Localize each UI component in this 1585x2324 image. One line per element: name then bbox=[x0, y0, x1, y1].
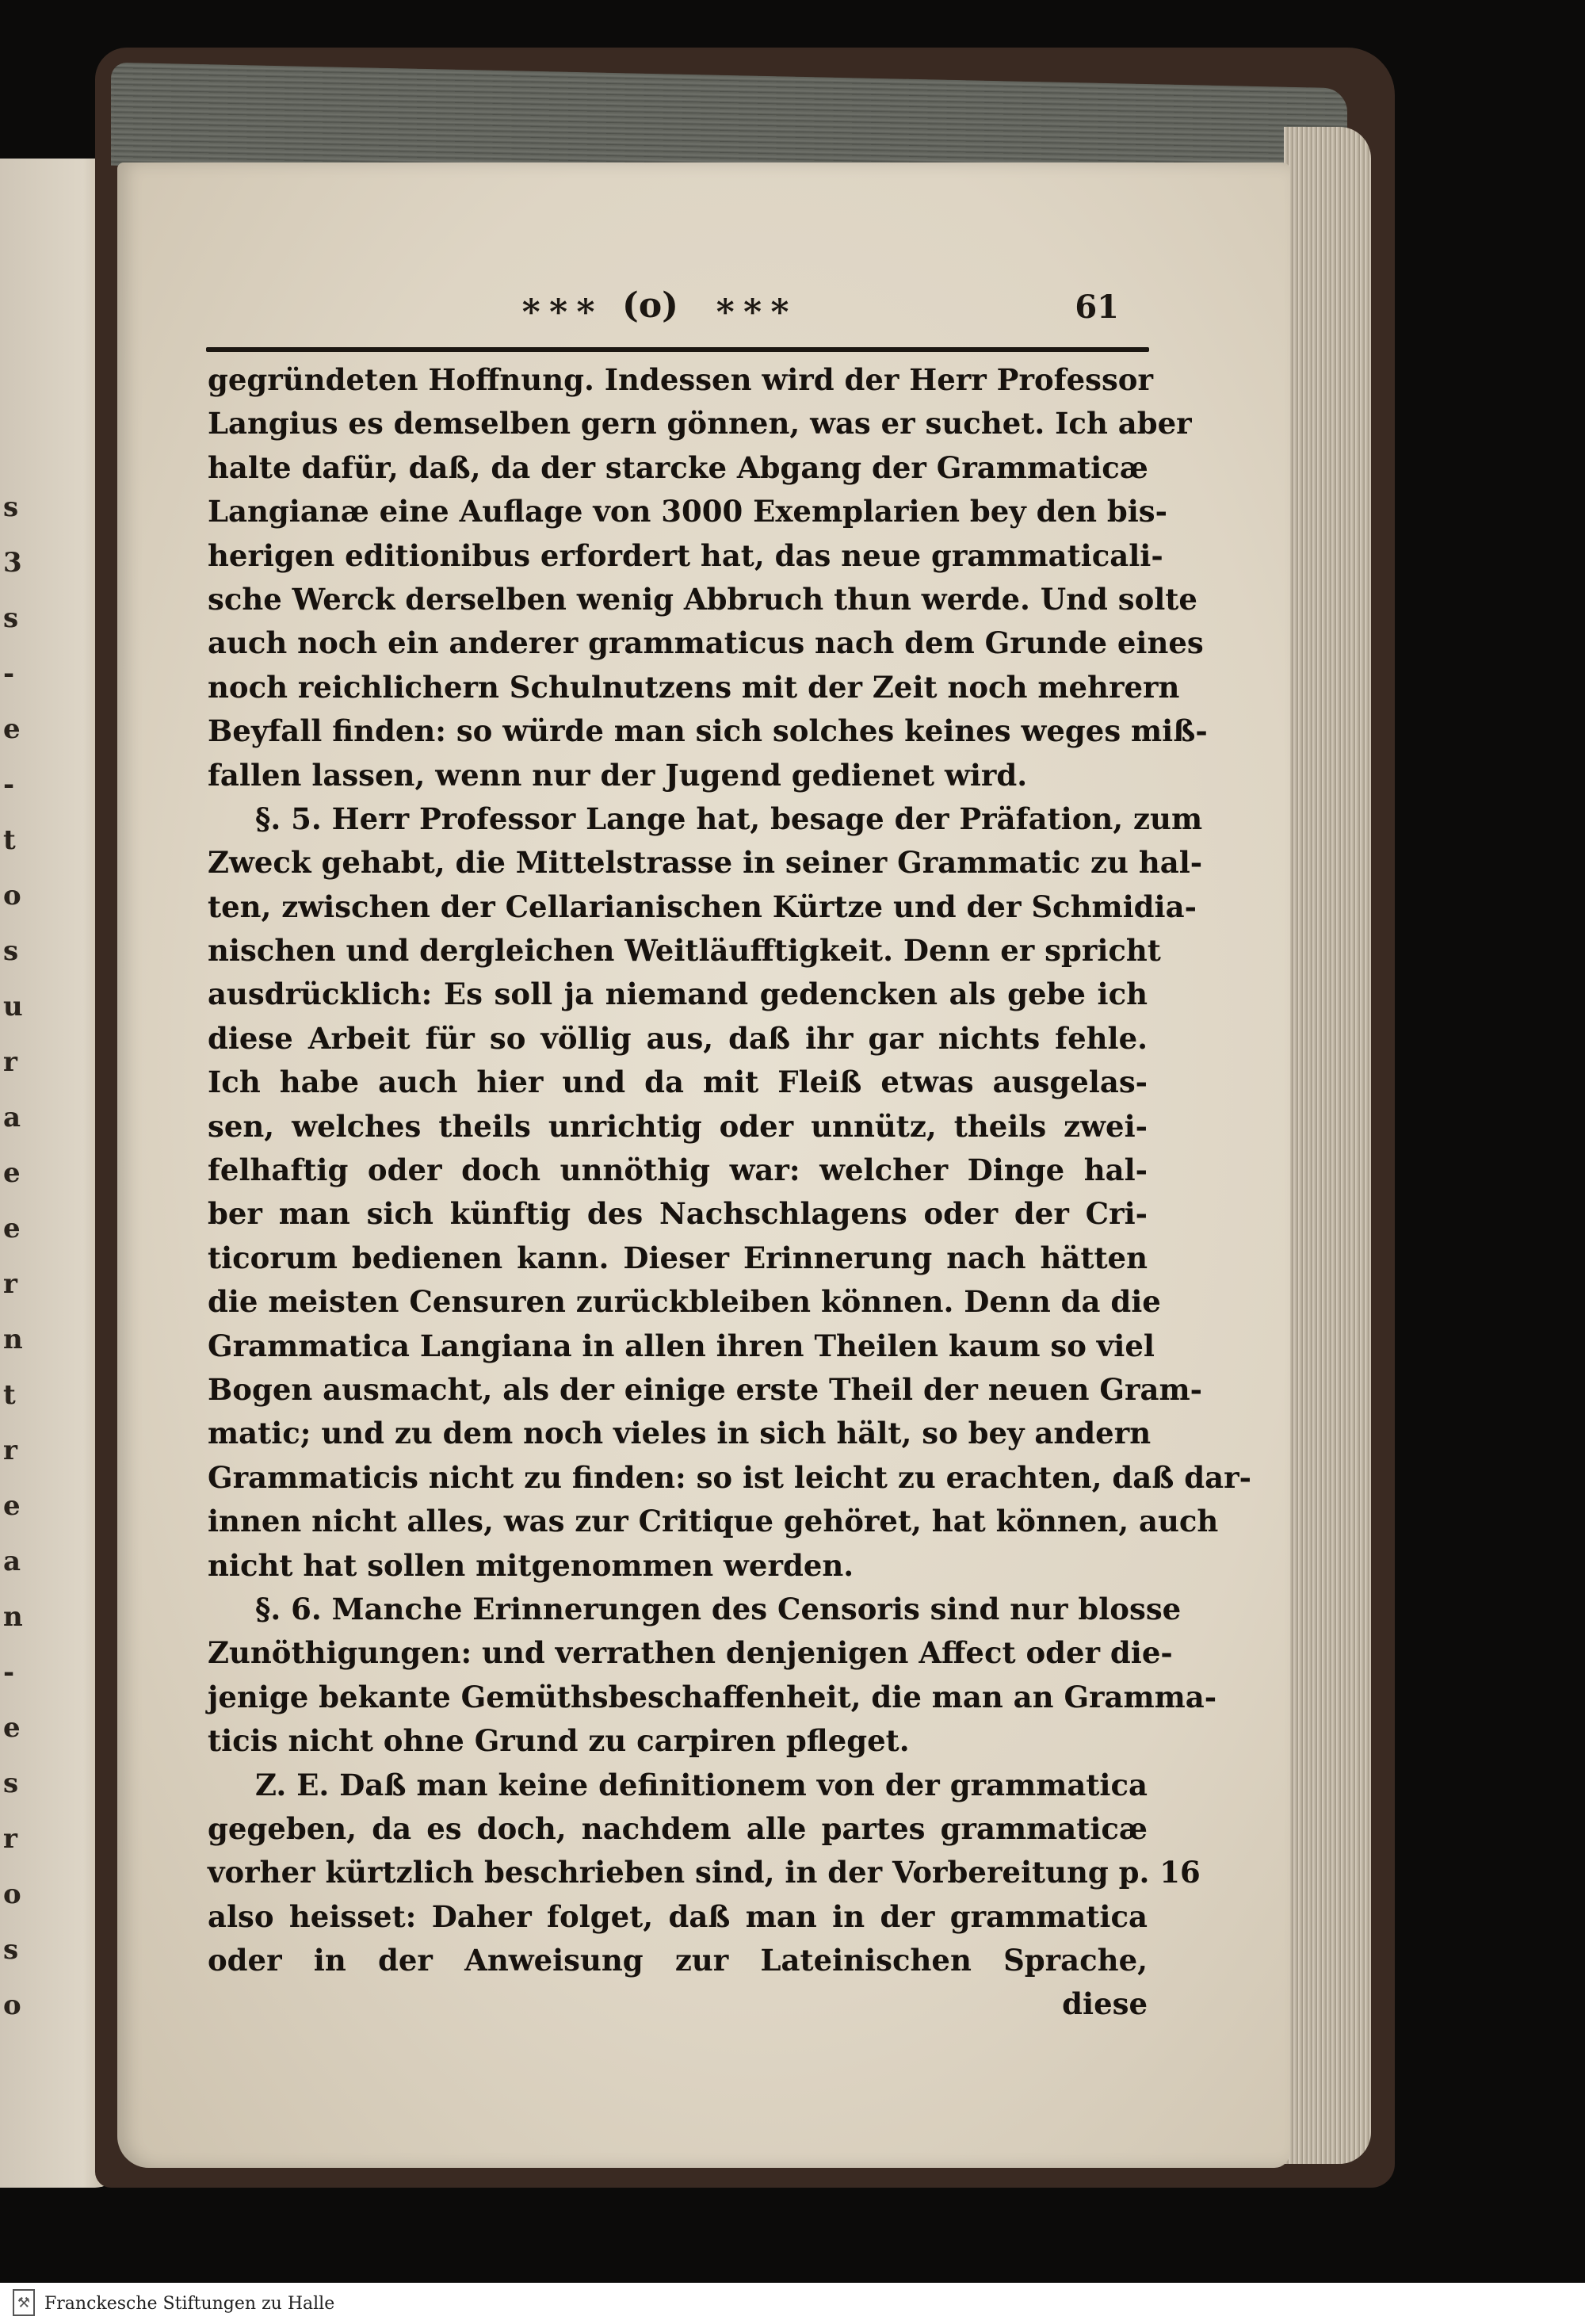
text-line: nicht hat sollen mitgenommen werden. bbox=[208, 1547, 854, 1583]
left-page-letter: n bbox=[3, 1601, 23, 1633]
header-ornament-right: ∗∗∗ bbox=[713, 285, 796, 326]
text-line: sen, welches theils unrichtig oder unnütz, theils zwei- bbox=[208, 1108, 1148, 1144]
footer-bar bbox=[0, 2283, 1585, 2324]
text-line: ausdrücklich: Es soll ja niemand gedencken als gebe ich bbox=[208, 977, 1148, 1012]
left-page-letter: s bbox=[3, 491, 19, 523]
text-line: halte dafür, daß, da der starcke Abgang der Grammaticæ bbox=[208, 449, 1148, 485]
left-page-letter: s bbox=[3, 602, 19, 634]
left-page-letter: r bbox=[3, 1435, 17, 1466]
left-page-letter: o bbox=[3, 1990, 21, 2021]
text-line: Langianæ eine Auflage von 3000 Exemplarien bey den bis- bbox=[208, 494, 1167, 529]
text-line: vorher kürtzlich beschrieben sind, in der Vorbereitung p. 16 bbox=[208, 1855, 1201, 1890]
text-line: Bogen ausmacht, als der einige erste Theil der neuen Gram- bbox=[208, 1371, 1203, 1407]
text-line: Grammatica Langiana in allen ihren Theilen kaum so viel bbox=[208, 1328, 1155, 1363]
text-line: innen nicht alles, was zur Critique gehöret, hat können, auch bbox=[208, 1504, 1219, 1539]
text-line: §. 5. Herr Professor Lange hat, besage der Präfation, zum bbox=[255, 801, 1203, 836]
footer-credit: Franckesche Stiftungen zu Halle bbox=[44, 2294, 335, 2314]
text-line: diese Arbeit für so völlig aus, daß ihr gar nichts fehle. bbox=[208, 1020, 1148, 1056]
text-line: herigen editionibus erfordert hat, das neue grammaticali- bbox=[208, 537, 1163, 573]
left-page-letter: o bbox=[3, 880, 21, 912]
text-line: also heisset: Daher folget, daß man in der grammatica bbox=[208, 1898, 1148, 1934]
left-page-letter: e bbox=[3, 1213, 21, 1244]
header-rule bbox=[206, 347, 1149, 352]
text-line: Beyfall finden: so würde man sich solches keines weges miß- bbox=[208, 713, 1208, 749]
left-page-letter: e bbox=[3, 1490, 21, 1522]
text-line: fallen lassen, wenn nur der Jugend gedienet wird. bbox=[208, 757, 1028, 793]
text-line: felhaftig oder doch unnöthig war: welcher Dinge hal- bbox=[208, 1152, 1148, 1188]
left-page-letter: e bbox=[3, 1712, 21, 1744]
left-page-letter: r bbox=[3, 1823, 17, 1855]
left-page-letter: r bbox=[3, 1046, 17, 1078]
text-line: oder in der Anweisung zur Lateinischen Sprache, bbox=[208, 1943, 1148, 1978]
text-line: auch noch ein anderer grammaticus nach dem Grunde eines bbox=[208, 625, 1204, 661]
left-page-letter: - bbox=[3, 769, 15, 801]
text-line: ber man sich künftig des Nachschlagens oder der Cri- bbox=[208, 1196, 1148, 1232]
text-line: Zunöthigungen: und verrathen denjenigen Affect oder die- bbox=[208, 1635, 1173, 1671]
left-page-letter: t bbox=[3, 1379, 16, 1411]
text-line: noch reichlichern Schulnutzens mit der Zeit noch mehrern bbox=[208, 669, 1180, 705]
left-page-letter: s bbox=[3, 1768, 19, 1799]
text-line: Zweck gehabt, die Mittelstrasse in seiner Grammatic zu hal- bbox=[208, 845, 1203, 881]
left-page-letter: o bbox=[3, 1879, 21, 1910]
left-page-letter: - bbox=[3, 1657, 15, 1688]
left-page-letter: s bbox=[3, 935, 19, 967]
left-page-letter: n bbox=[3, 1324, 23, 1355]
text-line: ticorum bedienen kann. Dieser Erinnerung nach hätten bbox=[208, 1240, 1148, 1275]
text-line: gegründeten Hoffnung. Indessen wird der Herr Professor bbox=[208, 362, 1153, 397]
left-page-letter: a bbox=[3, 1546, 21, 1577]
text-line: Grammaticis nicht zu finden: so ist leicht zu erachten, daß dar- bbox=[208, 1459, 1251, 1495]
text-line: Langius es demselben gern gönnen, was er suchet. Ich aber bbox=[208, 406, 1192, 441]
page-number: 61 bbox=[1075, 289, 1119, 326]
side-page-edges bbox=[1284, 127, 1371, 2164]
left-page-letter: e bbox=[3, 713, 21, 745]
left-page-letter: t bbox=[3, 824, 16, 856]
left-page-letters bbox=[3, 491, 22, 2021]
left-page-letter: 3 bbox=[3, 547, 22, 579]
header-page-mark: (o) bbox=[622, 285, 678, 326]
institution-logo-icon: ⚒ bbox=[13, 2289, 35, 2316]
left-page-letter: s bbox=[3, 1934, 19, 1966]
left-page-letter: u bbox=[3, 991, 23, 1022]
text-line: diese bbox=[1062, 1986, 1148, 2022]
text-line: nischen und dergleichen Weitläufftigkeit. Denn er spricht bbox=[208, 933, 1161, 969]
header-ornament-left: ∗∗∗ bbox=[519, 285, 602, 326]
text-line: Ich habe auch hier und da mit Fleiß etwas ausgelas- bbox=[208, 1065, 1148, 1100]
left-page-letter: - bbox=[3, 658, 15, 690]
text-line: ten, zwischen der Cellarianischen Kürtze und der Schmidia- bbox=[208, 889, 1197, 924]
text-line: ticis nicht ohne Grund zu carpiren pfleget. bbox=[208, 1723, 910, 1759]
left-page-letter: r bbox=[3, 1268, 17, 1300]
left-page-letter: a bbox=[3, 1102, 21, 1133]
text-line: Z. E. Daß man keine definitionem von der grammatica bbox=[255, 1767, 1148, 1802]
text-line: matic; und zu dem noch vieles in sich hält, so bey andern bbox=[208, 1416, 1152, 1451]
text-line: sche Werck derselben wenig Abbruch thun werde. Und solte bbox=[208, 581, 1197, 617]
text-line: die meisten Censuren zurückbleiben können. Denn da die bbox=[208, 1284, 1161, 1320]
text-line: jenige bekante Gemüthsbeschaffenheit, die man an Gramma- bbox=[208, 1679, 1217, 1714]
left-page-letter: e bbox=[3, 1157, 21, 1189]
page-body-text bbox=[208, 358, 1251, 2027]
page-header bbox=[206, 285, 1141, 341]
text-line: gegeben, da es doch, nachdem alle partes grammaticæ bbox=[208, 1810, 1148, 1846]
text-line: §. 6. Manche Erinnerungen des Censoris sind nur blosse bbox=[255, 1591, 1182, 1626]
